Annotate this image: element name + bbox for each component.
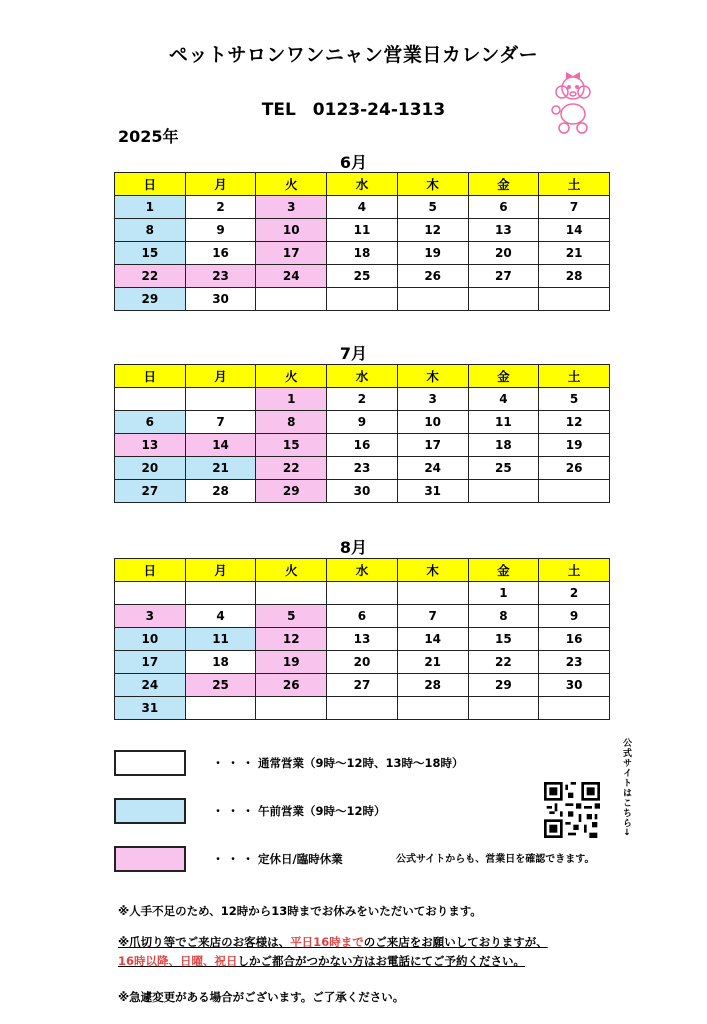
- day-cell: 24: [397, 457, 468, 480]
- day-cell: 9: [539, 605, 610, 628]
- day-cell: 10: [256, 219, 327, 242]
- day-cell: 22: [256, 457, 327, 480]
- page-title: ペットサロンワンニャン営業日カレンダー: [168, 44, 539, 66]
- weekday-header-row: [115, 173, 610, 196]
- weekday-header: 月: [185, 559, 256, 582]
- day-cell: 24: [256, 265, 327, 288]
- day-cell: [256, 697, 327, 720]
- day-cell: 13: [468, 219, 539, 242]
- day-cell: [468, 288, 539, 311]
- day-cell: 21: [185, 457, 256, 480]
- day-cell: 19: [397, 242, 468, 265]
- day-cell: 4: [468, 388, 539, 411]
- day-cell: 30: [185, 288, 256, 311]
- day-cell: 26: [256, 674, 327, 697]
- day-cell: 20: [115, 457, 186, 480]
- day-cell: 5: [256, 605, 327, 628]
- week-row: [115, 674, 610, 697]
- day-cell: [468, 480, 539, 503]
- day-cell: [539, 288, 610, 311]
- day-cell: [397, 288, 468, 311]
- day-cell: 11: [185, 628, 256, 651]
- day-cell: 30: [539, 674, 610, 697]
- day-cell: 23: [327, 457, 398, 480]
- week-row: [115, 697, 610, 720]
- legend-dots: ・・・: [212, 804, 258, 818]
- month-calendar-table: [114, 558, 610, 720]
- qr-note: 公式サイトからも、営業日を確認できます。: [396, 854, 595, 865]
- day-cell: 17: [256, 242, 327, 265]
- day-cell: 11: [327, 219, 398, 242]
- day-cell: 6: [468, 196, 539, 219]
- week-row: [115, 265, 610, 288]
- day-cell: 23: [185, 265, 256, 288]
- day-cell: [397, 697, 468, 720]
- day-cell: 17: [115, 651, 186, 674]
- day-cell: [327, 697, 398, 720]
- day-cell: 26: [397, 265, 468, 288]
- note-change-notice: ※急遽変更がある場合がございます。ご了承ください。: [118, 990, 405, 1004]
- day-cell: 20: [327, 651, 398, 674]
- day-cell: 9: [185, 219, 256, 242]
- day-cell: 23: [539, 651, 610, 674]
- day-cell: 12: [256, 628, 327, 651]
- weekday-header: 土: [539, 173, 610, 196]
- day-cell: 31: [115, 697, 186, 720]
- weekday-header: 土: [539, 365, 610, 388]
- day-cell: 27: [468, 265, 539, 288]
- legend-dots: ・・・: [212, 852, 258, 866]
- phone-number: TEL 0123-24-1313: [261, 100, 446, 120]
- day-cell: 6: [115, 411, 186, 434]
- day-cell: 22: [115, 265, 186, 288]
- day-cell: 25: [185, 674, 256, 697]
- weekday-header: 金: [468, 559, 539, 582]
- day-cell: 22: [468, 651, 539, 674]
- weekday-header: 火: [256, 173, 327, 196]
- day-cell: 18: [185, 651, 256, 674]
- weekday-header: 火: [256, 559, 327, 582]
- day-cell: 1: [115, 196, 186, 219]
- day-cell: 15: [256, 434, 327, 457]
- day-cell: 15: [115, 242, 186, 265]
- day-cell: 31: [397, 480, 468, 503]
- day-cell: 12: [539, 411, 610, 434]
- day-cell: 21: [397, 651, 468, 674]
- day-cell: 28: [397, 674, 468, 697]
- week-row: [115, 411, 610, 434]
- day-cell: [185, 697, 256, 720]
- weekday-header: 金: [468, 365, 539, 388]
- day-cell: 5: [397, 196, 468, 219]
- weekday-header: 金: [468, 173, 539, 196]
- day-cell: 28: [539, 265, 610, 288]
- day-cell: 3: [397, 388, 468, 411]
- day-cell: 6: [327, 605, 398, 628]
- weekday-header: 木: [397, 559, 468, 582]
- week-row: [115, 605, 610, 628]
- note-highlight: 16時以降、日曜、祝日: [118, 954, 238, 968]
- month-calendar-table: [114, 172, 610, 311]
- day-cell: 2: [539, 582, 610, 605]
- legend-morning-swatch: [114, 798, 186, 824]
- legend-dots: ・・・: [212, 756, 258, 770]
- official-site-vertical-label: 公式サイトはこちら→: [621, 738, 631, 837]
- day-cell: 13: [327, 628, 398, 651]
- day-cell: 14: [397, 628, 468, 651]
- weekday-header: 火: [256, 365, 327, 388]
- day-cell: 25: [327, 265, 398, 288]
- day-cell: [256, 288, 327, 311]
- legend-morning-label: 午前営業（9時～12時）: [258, 804, 386, 818]
- weekday-header: 木: [397, 365, 468, 388]
- weekday-header: 水: [327, 365, 398, 388]
- day-cell: 8: [468, 605, 539, 628]
- day-cell: 16: [539, 628, 610, 651]
- weekday-header: 水: [327, 173, 398, 196]
- week-row: [115, 219, 610, 242]
- day-cell: [539, 480, 610, 503]
- month-title: 7月: [339, 344, 368, 363]
- day-cell: 9: [327, 411, 398, 434]
- year-label: 2025年: [118, 127, 179, 146]
- weekday-header: 土: [539, 559, 610, 582]
- day-cell: 7: [539, 196, 610, 219]
- note-text: しかご都合がつかない方はお電話にてご予約ください。: [237, 954, 526, 968]
- legend-normal-label: 通常営業（9時～12時、13時～18時）: [258, 756, 464, 770]
- day-cell: 18: [468, 434, 539, 457]
- week-row: [115, 196, 610, 219]
- day-cell: 19: [539, 434, 610, 457]
- week-row: [115, 242, 610, 265]
- weekday-header: 日: [115, 559, 186, 582]
- day-cell: 10: [397, 411, 468, 434]
- day-cell: 20: [468, 242, 539, 265]
- day-cell: 3: [115, 605, 186, 628]
- day-cell: 4: [327, 196, 398, 219]
- day-cell: 3: [256, 196, 327, 219]
- note-lunch-break: ※人手不足のため、12時から13時までお休みをいただいております。: [118, 904, 482, 918]
- day-cell: 10: [115, 628, 186, 651]
- day-cell: [539, 697, 610, 720]
- day-cell: [468, 697, 539, 720]
- weekday-header: 木: [397, 173, 468, 196]
- note-highlight: 平日16時まで: [290, 935, 364, 949]
- week-row: [115, 434, 610, 457]
- day-cell: 2: [185, 196, 256, 219]
- weekday-header: 日: [115, 365, 186, 388]
- legend-closed-swatch: [114, 846, 186, 872]
- day-cell: 11: [468, 411, 539, 434]
- day-cell: 15: [468, 628, 539, 651]
- day-cell: 18: [327, 242, 398, 265]
- day-cell: [115, 388, 186, 411]
- day-cell: [327, 582, 398, 605]
- day-cell: 17: [397, 434, 468, 457]
- day-cell: 19: [256, 651, 327, 674]
- week-row: [115, 457, 610, 480]
- weekday-header: 月: [185, 365, 256, 388]
- week-row: [115, 628, 610, 651]
- week-row: [115, 288, 610, 311]
- qr-code-icon[interactable]: [544, 782, 600, 838]
- week-row: [115, 582, 610, 605]
- day-cell: 8: [115, 219, 186, 242]
- day-cell: 7: [397, 605, 468, 628]
- day-cell: 28: [185, 480, 256, 503]
- week-row: [115, 480, 610, 503]
- weekday-header-row: [115, 365, 610, 388]
- poodle-mascot-icon: [548, 66, 598, 140]
- day-cell: [397, 582, 468, 605]
- day-cell: 27: [115, 480, 186, 503]
- day-cell: 1: [468, 582, 539, 605]
- day-cell: 4: [185, 605, 256, 628]
- day-cell: [185, 582, 256, 605]
- note-nail-trim-line1: [118, 934, 548, 950]
- day-cell: 30: [327, 480, 398, 503]
- day-cell: 29: [256, 480, 327, 503]
- weekday-header: 月: [185, 173, 256, 196]
- month-title: 6月: [339, 153, 368, 172]
- month-title: 8月: [339, 538, 368, 557]
- note-text: ※爪切り等でご来店のお客様は、: [118, 935, 291, 949]
- day-cell: 16: [327, 434, 398, 457]
- day-cell: 14: [539, 219, 610, 242]
- day-cell: 8: [256, 411, 327, 434]
- day-cell: [115, 582, 186, 605]
- day-cell: 26: [539, 457, 610, 480]
- day-cell: 12: [397, 219, 468, 242]
- legend-normal-swatch: [114, 750, 186, 776]
- day-cell: 29: [115, 288, 186, 311]
- note-nail-trim-line2: [118, 953, 525, 969]
- day-cell: 21: [539, 242, 610, 265]
- day-cell: 13: [115, 434, 186, 457]
- day-cell: [327, 288, 398, 311]
- day-cell: 29: [468, 674, 539, 697]
- legend-closed-label: 定休日/臨時休業: [258, 852, 343, 866]
- weekday-header-row: [115, 559, 610, 582]
- week-row: [115, 388, 610, 411]
- day-cell: 14: [185, 434, 256, 457]
- day-cell: 1: [256, 388, 327, 411]
- day-cell: 2: [327, 388, 398, 411]
- day-cell: 24: [115, 674, 186, 697]
- day-cell: 27: [327, 674, 398, 697]
- day-cell: 5: [539, 388, 610, 411]
- week-row: [115, 651, 610, 674]
- note-text: のご来店をお願いしておりますが、: [363, 935, 548, 949]
- day-cell: 25: [468, 457, 539, 480]
- month-calendar-table: [114, 364, 610, 503]
- day-cell: 16: [185, 242, 256, 265]
- weekday-header: 日: [115, 173, 186, 196]
- day-cell: [185, 388, 256, 411]
- weekday-header: 水: [327, 559, 398, 582]
- day-cell: 7: [185, 411, 256, 434]
- day-cell: [256, 582, 327, 605]
